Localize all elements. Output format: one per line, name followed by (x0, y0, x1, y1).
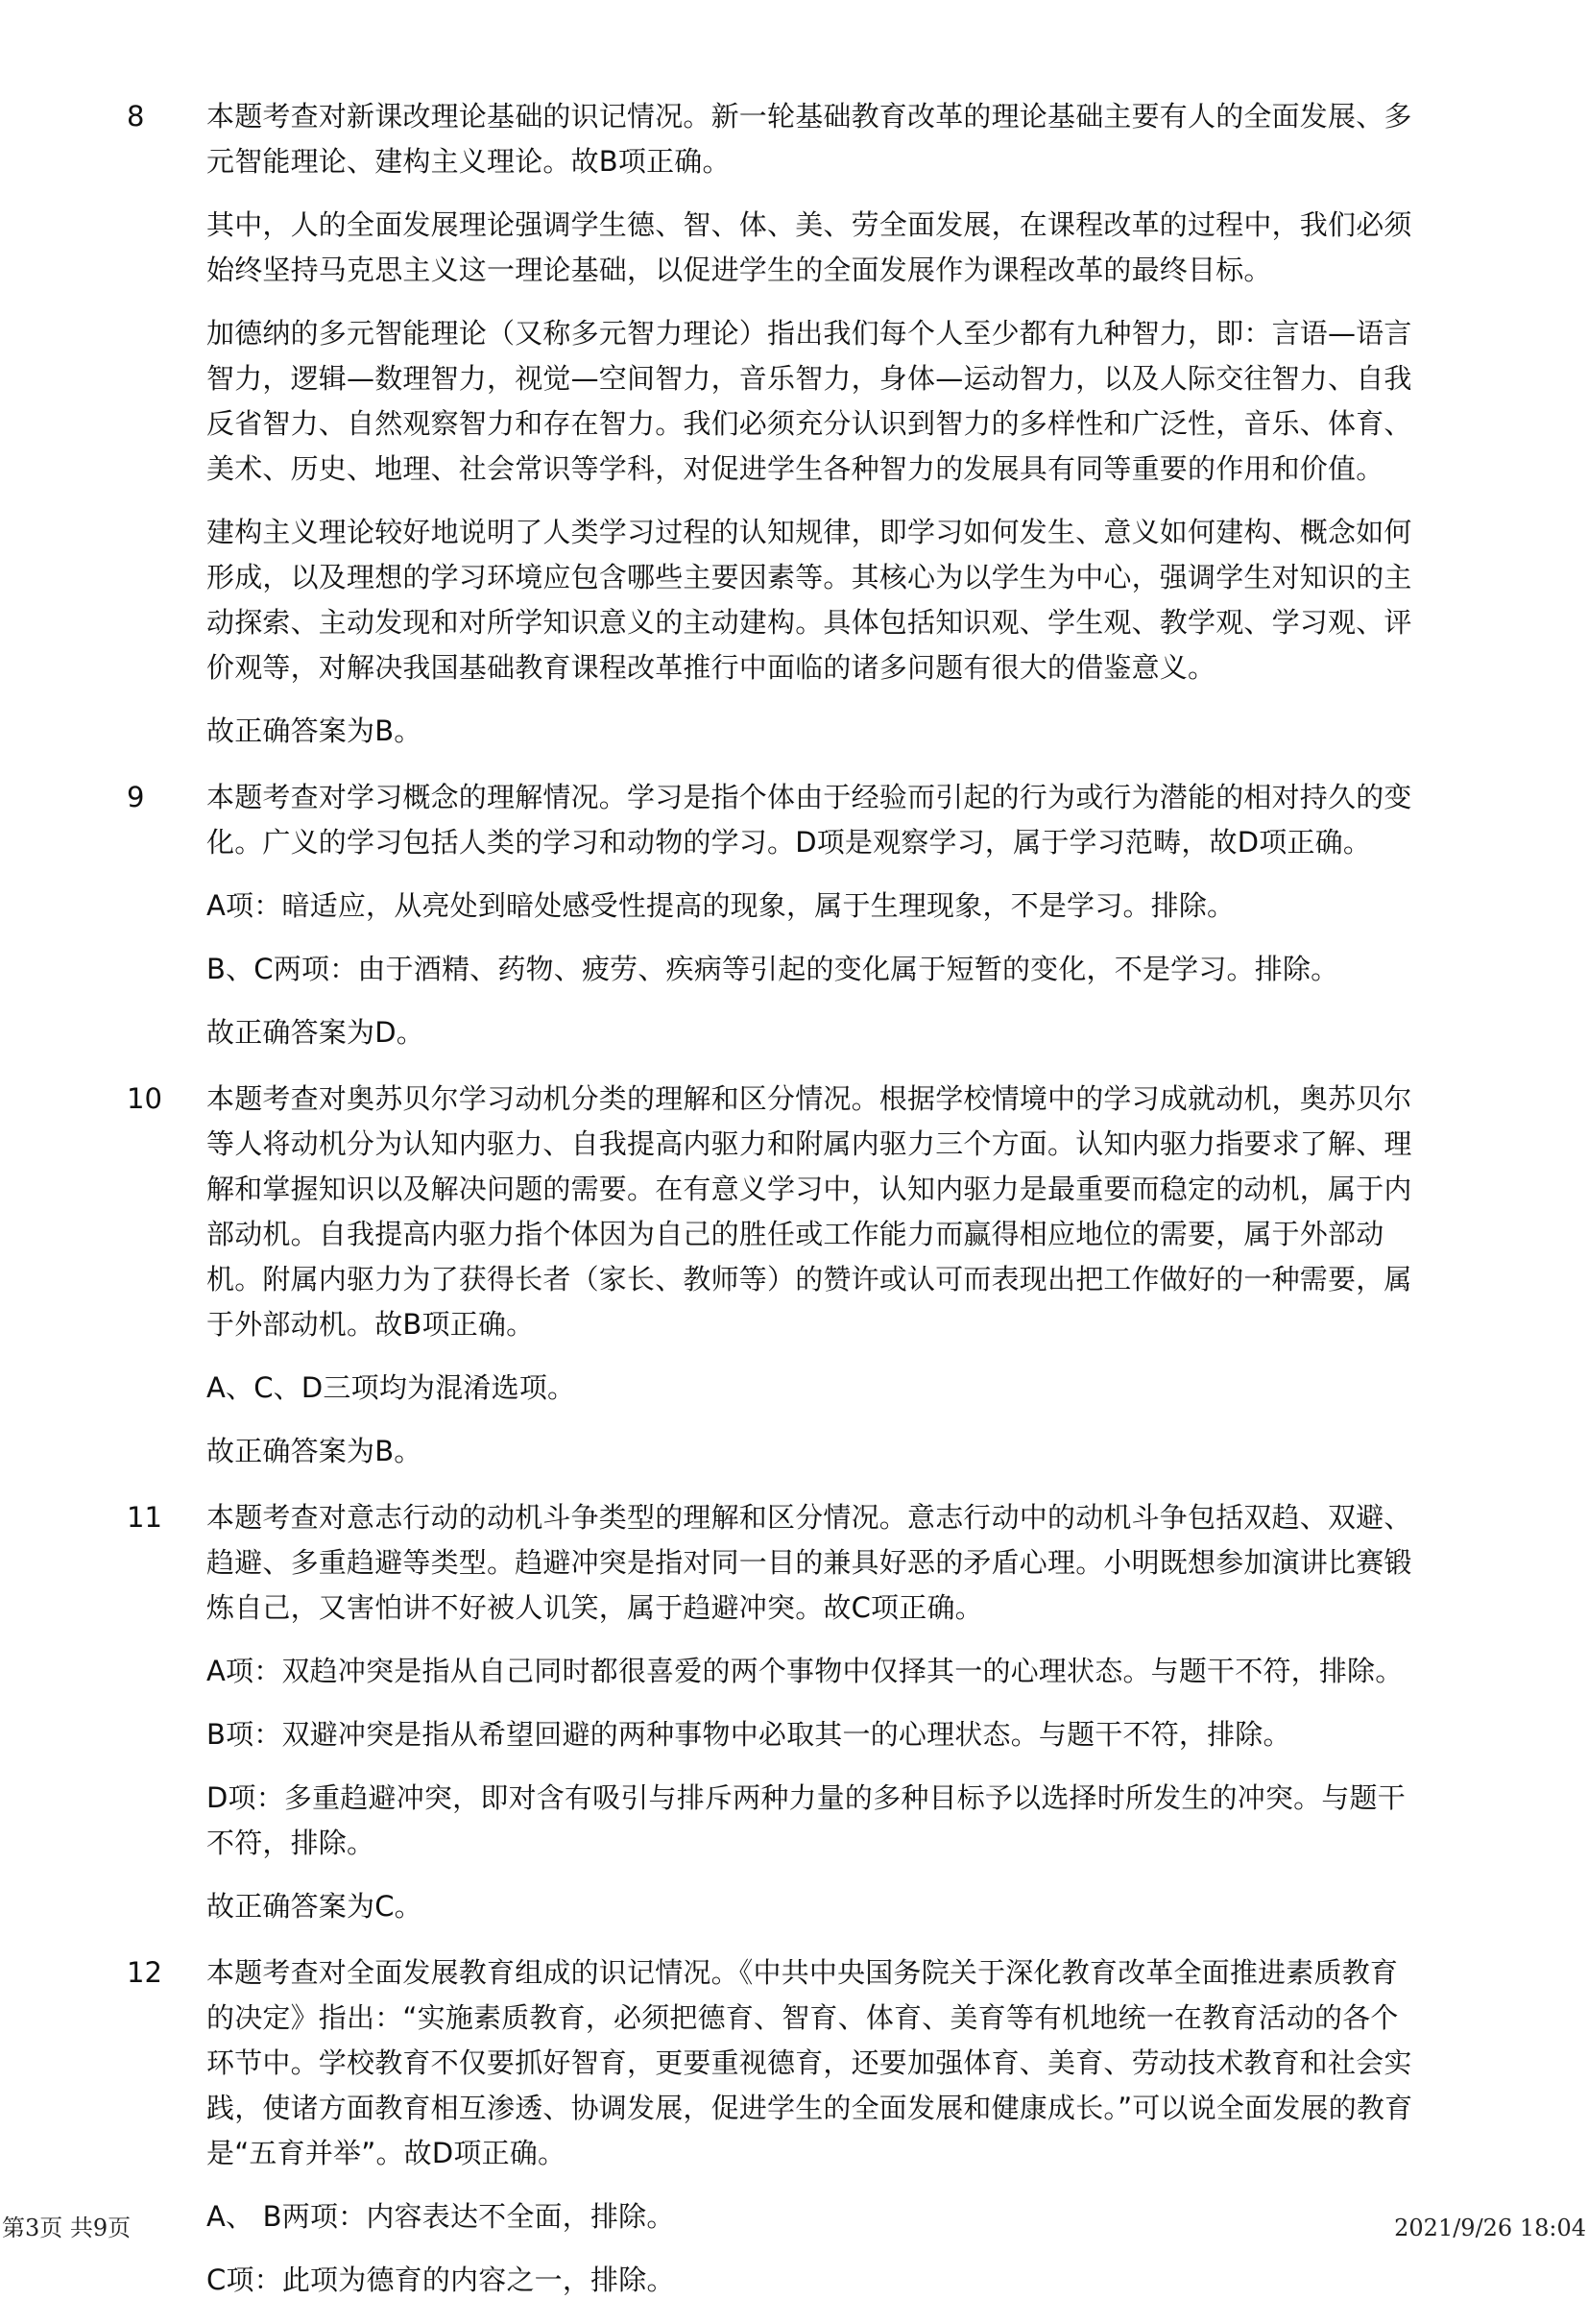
explanation-item (0, 775, 1416, 1055)
explanation-item (0, 1950, 1416, 2303)
explanation-paragraph: 故正确答案为C。 (206, 1890, 422, 1923)
question-number: 12 (127, 1956, 162, 1989)
explanation-paragraph: B、C两项：由于酒精、药物、疲劳、疾病等引起的变化属于短暂的变化，不是学习。排除。 (206, 953, 1339, 985)
explanation-paragraph: A、C、D三项均为混淆选项。 (206, 1371, 576, 1404)
question-number: 11 (127, 1501, 162, 1534)
explanation-paragraph: 本题考查对奥苏贝尔学习动机分类的理解和区分情况。根据学校情境中的学习成就动机，奥苏贝尔等人将动机分为认知内驱力、自我提高内驱力和附属内驱力三个方面。认知内驱力指要求了解、理解和掌握知识以及解决问题的需要。在有意义学习中，认知内驱力是最重要而稳定的动机，属于内部动机。自我提高内驱力指个体因为自己的胜任或工作能力而赢得相应地位的需要，属于外部动机。附属内驱力为了获得长者（家长、教师等）的赞许或认可而表现出把工作做好的一种需要，属于外部动机。故B项正确。 (206, 1082, 1412, 1341)
explanation-paragraph: 其中，人的全面发展理论强调学生德、智、体、美、劳全面发展，在课程改革的过程中，我们必须始终坚持马克思主义这一理论基础，以促进学生的全面发展作为课程改革的最终目标。 (206, 208, 1412, 286)
explanation-paragraph: 故正确答案为B。 (206, 714, 422, 747)
question-number: 10 (127, 1082, 162, 1115)
explanation-paragraph: D项：多重趋避冲突，即对含有吸引与排斥两种力量的多种目标予以选择时所发生的冲突。与题干不符，排除。 (206, 1781, 1406, 1859)
explanation-paragraph: 故正确答案为D。 (206, 1016, 424, 1049)
explanation-item (0, 1077, 1416, 1474)
explanation-paragraph: C项：此项为德育的内容之一，排除。 (206, 2263, 675, 2296)
question-number: 9 (127, 781, 145, 813)
explanation-paragraph: 本题考查对全面发展教育组成的识记情况。《中共中央国务院关于深化教育改革全面推进素质教育的决定》指出：“实施素质教育，必须把德育、智育、体育、美育等有机地统一在教育活动的各个环节中。学校教育不仅要抓好智育，更要重视德育，还要加强体育、美育、劳动技术教育和社会实践，使诸方面教育相互渗透、协调发展，促进学生的全面发展和健康成长。”可以说全面发展的教育是“五育并举”。故D项正确。 (206, 1956, 1413, 2169)
explanation-paragraph: A项：暗适应，从亮处到暗处感受性提高的现象，属于生理现象，不是学习。排除。 (206, 889, 1236, 922)
print-timestamp: 2021/9/26 18:04 (1394, 2215, 1586, 2241)
page-number: 第3页 共9页 (2, 2215, 132, 2241)
explanation-paragraph: 故正确答案为B。 (206, 1435, 422, 1467)
explanation-paragraph: 本题考查对意志行动的动机斗争类型的理解和区分情况。意志行动中的动机斗争包括双趋、双避、趋避、多重趋避等类型。趋避冲突是指对同一目的兼具好恶的矛盾心理。小明既想参加演讲比赛锻炼自己，又害怕讲不好被人讥笑，属于趋避冲突。故C项正确。 (206, 1501, 1412, 1624)
explanation-paragraph: A项：双趋冲突是指从自己同时都很喜爱的两个事物中仅择其一的心理状态。与题干不符，排除。 (206, 1655, 1404, 1687)
explanation-paragraph: 建构主义理论较好地说明了人类学习过程的认知规律，即学习如何发生、意义如何建构、概念如何形成，以及理想的学习环境应包含哪些主要因素等。其核心为以学生为中心，强调学生对知识的主动探索、主动发现和对所学知识意义的主动建构。具体包括知识观、学生观、教学观、学习观、评价观等，对解决我国基础教育课程改革推行中面临的诸多问题有很大的借鉴意义。 (206, 516, 1412, 684)
explanation-paragraph: B项：双避冲突是指从希望回避的两种事物中必取其一的心理状态。与题干不符，排除。 (206, 1718, 1291, 1751)
explanation-paragraph: 加德纳的多元智能理论（又称多元智力理论）指出我们每个人至少都有九种智力，即：言语—语言智力，逻辑—数理智力，视觉—空间智力，音乐智力，身体—运动智力，以及人际交往智力、自我反省智力、自然观察智力和存在智力。我们必须充分认识到智力的多样性和广泛性，音乐、体育、美术、历史、地理、社会常识等学科，对促进学生各种智力的发展具有同等重要的作用和价值。 (206, 317, 1412, 485)
explanation-paragraph: 本题考查对新课改理论基础的识记情况。新一轮基础教育改革的理论基础主要有人的全面发展、多元智能理论、建构主义理论。故B项正确。 (206, 100, 1412, 178)
question-number: 8 (127, 100, 145, 133)
explanation-item (0, 1495, 1416, 1929)
explanation-paragraph: A、 B两项：内容表达不全面，排除。 (206, 2200, 675, 2233)
explanation-item (0, 94, 1416, 754)
answer-explanations (0, 94, 1588, 2324)
explanation-paragraph: 本题考查对学习概念的理解情况。学习是指个体由于经验而引起的行为或行为潜能的相对持久的变化。广义的学习包括人类的学习和动物的学习。D项是观察学习，属于学习范畴，故D项正确。 (206, 781, 1412, 859)
